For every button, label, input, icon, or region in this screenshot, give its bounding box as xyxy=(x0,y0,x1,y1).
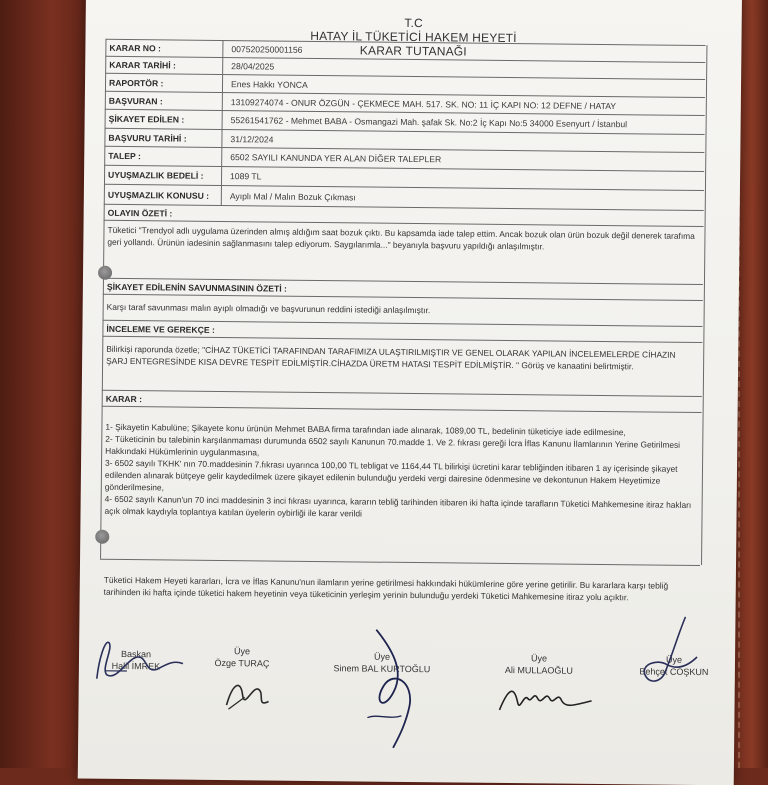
field-value: 13109274074 - ONUR ÖZGÜN - ÇEKMECE MAH. 517. SK. NO: 11 İÇ KAPI NO: 12 DEFNE / HATAY xyxy=(230,96,617,111)
field-label: UYUŞMAZLIK BEDELİ : xyxy=(104,166,222,186)
signature-role: Üye xyxy=(373,651,391,662)
document-page xyxy=(78,0,742,785)
signature-role: Üye xyxy=(234,646,251,657)
signature-block-uye-1 xyxy=(197,646,287,669)
signature-name: Behçet COŞKUN xyxy=(639,666,709,678)
section-text-savunma: Karşı taraf savunması malın ayıplı olmadığı ve başvurunun reddini istediği anlaşılmıştır. xyxy=(103,294,703,326)
section-title-karar: KARAR : xyxy=(102,390,702,412)
field-value: 007520250001156 xyxy=(231,44,303,55)
handwritten-signature-uye-4 xyxy=(627,612,708,693)
karar-item-4: 4- 6502 sayılı Kanun'un 70 inci maddesinin 3 inci fıkrası uyarınca, kararın tebliğ tarihinden itibaren iki hafta içinde tarafların Tüketici Mahkemesine itiraz hakları açık olmak kaydıyla toplantıya katılan üyelerin oybirliği ile karar verildi xyxy=(104,493,692,519)
section-text-inceleme: Bilirkişi raporunda özetle; "CİHAZ TÜKETİCİ TARAFINDAN TARAFIMIZA ULAŞTIRILMIŞTIR VE GENEL OLARAK YAPILAN İNCELEMELERDE CİHAZIN ŞARJ ENTEGRESİNDE KISA DEVRE TESPİT EDİLMİŞTİR.CİHAZDA ÜRETM HATASI TESPİT EDİLMİŞTİR. " Görüş ve kanaatini belirtmiştir. xyxy=(102,336,703,396)
signature-block-uye-3 xyxy=(484,653,594,676)
punch-hole xyxy=(95,530,109,544)
punch-hole xyxy=(98,266,112,280)
karar-item-3: 3- 6502 sayılı TKHK' nın 70.maddesinin 7.fıkrası uyarınca 100,00 TL tebligat ve 1164,44 TL bilirkişi ücretini karar tebliğinden itibaren 1 ay içerisinde şikayet edilenden alınarak bütçeye gelir kaydedilmek üzere şikayet edilenin bulunduğu yerdeki vergi dairesine ödenmesine ve dekontunun Hakem Heyetimize gönderilmesine, xyxy=(104,457,678,493)
field-label: KARAR TARİHİ : xyxy=(105,57,223,75)
field-value: 28/04/2025 xyxy=(231,61,275,72)
handwritten-signature-uye-2 xyxy=(353,621,434,752)
signature-role: Başkan xyxy=(120,648,152,660)
field-value: Enes Hakkı YONCA xyxy=(230,78,308,90)
field-value: 55261541762 - Mehmet BABA - Osmangazi Mah. şafak Sk. No:2 İç Kapı No:5 34000 Esenyurt / İstanbul xyxy=(230,115,628,130)
field-value: Ayıplı Mal / Malın Bozuk Çıkması xyxy=(229,190,356,202)
handwritten-signature-baskan xyxy=(87,629,198,690)
signature-name: Sinem BAL KURTOĞLU xyxy=(333,663,431,675)
field-label: TALEP : xyxy=(104,147,222,167)
handwritten-signature-uye-3 xyxy=(493,678,603,719)
field-label: UYUŞMAZLIK KONUSU : xyxy=(104,185,222,206)
signature-name: Halil İMREK xyxy=(111,660,161,672)
section-title-savunma: ŞİKAYET EDİLENİN SAVUNMASININ ÖZETİ : xyxy=(103,278,703,300)
section-karar-body xyxy=(100,406,702,565)
field-value: 31/12/2024 xyxy=(230,133,274,145)
field-label: BAŞVURAN : xyxy=(105,92,223,111)
header-institution: HATAY İL TÜKETİCİ HAKEM HEYETİ xyxy=(310,28,517,46)
section-title-olay: OLAYIN ÖZETİ : xyxy=(104,204,704,226)
signature-role: Üye xyxy=(530,653,548,664)
signature-name: Ali MULLAOĞLU xyxy=(504,664,573,676)
section-title-inceleme: İNCELEME VE GEREKÇE : xyxy=(102,320,702,342)
field-label: ŞİKAYET EDİLEN : xyxy=(105,110,223,130)
handwritten-signature-uye-1 xyxy=(218,675,278,716)
signature-role: Üye xyxy=(665,654,683,665)
signature-name: Özge TURAÇ xyxy=(214,657,270,669)
field-label: KARAR NO : xyxy=(105,40,223,58)
karar-item-2: 2- Tüketicinin bu talebinin karşılanmaması durumunda 6502 sayılı Kanunun 70.madde 1. Ve 2. fıkrası gereği İcra İflas Kanunu İlamlarının Yerine Getirilmesi Hakkındaki Hükümlerinin uygulanmasına, xyxy=(105,433,681,458)
field-label: RAPORTÖR : xyxy=(105,74,223,93)
field-label: BAŞVURU TARİHİ : xyxy=(104,129,222,148)
karar-item-1: 1- Şikayetin Kabulüne; Şikayete konu ürünün Mehmet BABA firma tarafından iade alınarak, 1089,00 TL, bedelinin tüketiciye iade edilmesine, xyxy=(105,421,626,438)
header-title: KARAR TUTANAĞI xyxy=(359,43,467,59)
field-value: 6502 SAYILI KANUNDA YER ALAN DİĞER TALEPLER xyxy=(230,152,442,165)
section-text-olay: Tüketici "Trendyol adlı uygulama üzerinden almış aldığım saat bozuk çıktı. Bu kapsamda iade talep ettim. Ancak bozuk olan ürün bozuk değil denerek tarafıma geri yollandı. Ürünün iadesinin sağlanmasını talep ediyorum. Saygılarımla..." beyanıyla başvuru yapıldığı anlaşılmıştır. xyxy=(103,220,704,284)
header-tc: T.C xyxy=(404,15,424,31)
footer-notice: Tüketici Hakem Heyeti kararları, İcra ve İflas Kanunu'nun ilamların yerine getirilmesi hakkındaki hükümlerine göre yerine getirilir. Bu kararlara karşı tebliğ tarihinden iki hafta içinde tüketici hakem heyetinin veya tüketicinin yerleşim yerinin bulunduğu yerdeki Tüketici Mahkemesine itiraz yolu açıktır. xyxy=(103,574,669,603)
field-value: 1089 TL xyxy=(230,171,262,182)
